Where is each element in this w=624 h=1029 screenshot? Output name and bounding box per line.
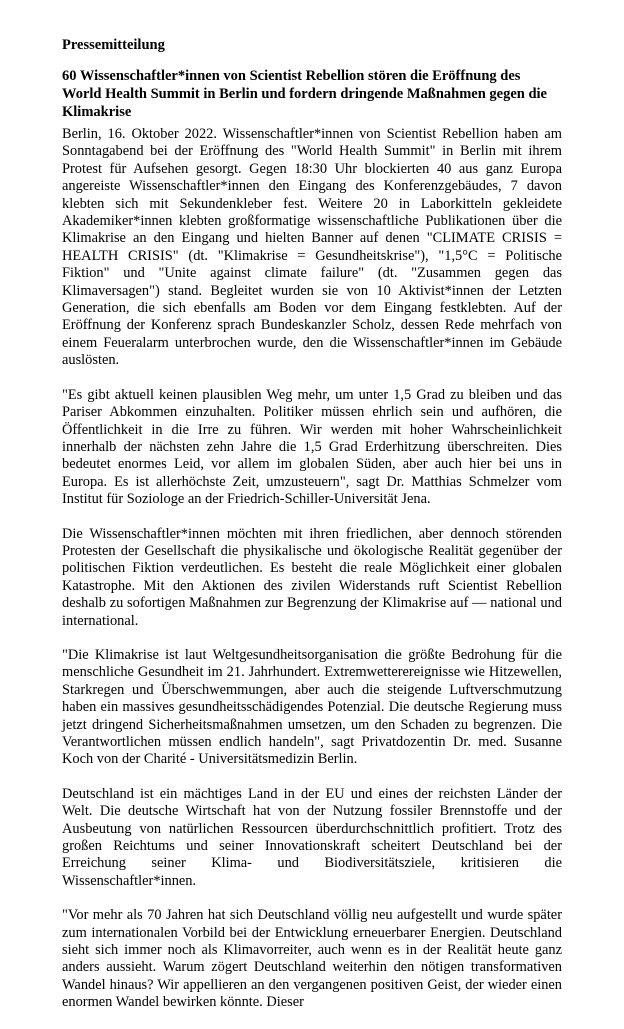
paragraph-intro: Berlin, 16. Oktober 2022. Wissenschaftler*innen von Scientist Rebellion haben am Sonntagabend bei der Eröffnung des "World Health Summit" in Berlin mit ihrem Protest für Aufsehen gesorgt. Gegen 18:30 Uhr blockierten 40 aus ganz Europa angereiste Wissenschaftler*innen den Eingang des Konferenzgebäudes, 7 davon klebten sich mit Sekundenkleber fest. Weitere 20 in Laborkitteln gekleidete Akademiker*innen klebten großformatige wissenschaftliche Publikationen über die Klimakrise an den Eingang und hielten Banner auf denen "CLIMATE CRISIS = HEALTH CRISIS" (dt. "Klimakrise = Gesundheitskrise"), "1,5°C = Politische Fiktion" und "Unite against climate failure" (dt. "Zusammen gegen das Klimaversagen") stand. Begleitet wurden sie von 10 Aktivist*innen der Letzten Generation, die sich ebenfalls am Boden vor dem Eingang festklebten. Auf der Eröffnung der Konferenz sprach Bundeskanzler Scholz, dessen Rede mehrfach von einem Feueralarm unterbrochen wurde, den die Wissenschaftler*innen im Gebäude auslösten.	[62, 126, 562, 369]
document-headline: 60 Wissenschaftler*innen von Scientist Rebellion stören die Eröffnung des World Health Summit in Berlin und fordern dringende Maßnahmen gegen die Klimakrise	[62, 68, 547, 120]
paragraph-quote-schmelzer: "Es gibt aktuell keinen plausiblen Weg mehr, um unter 1,5 Grad zu bleiben und das Pariser Abkommen einzuhalten. Politiker müssen ehrlich sein und aufhören, die Öffentlichkeit in die Irre zu führen. Wir werden mit hoher Wahrscheinlichkeit innerhalb der nächsten zehn Jahre die 1,5 Grad Erderhitzung überschreiten. Dies bedeutet enormes Leid, vor allem im globalen Süden, aber auch hier bei uns in Europa. Es ist allerhöchste Zeit, umzusteuern", sagt Dr. Matthias Schmelzer vom Institut für Soziologe an der Friedrich-Schiller-Universität Jena.	[62, 386, 562, 508]
paragraph-aims: Die Wissenschaftler*innen möchten mit ihren friedlichen, aber dennoch störenden Protesten der Gesellschaft die physikalische und ökologische Realität gegenüber der politischen Fiktion verdeutlichen. Es besteht die reale Möglichkeit einer globalen Katastrophe. Mit den Aktionen des zivilen Widerstands ruft Scientist Rebellion deshalb zu sofortigen Maßnahmen zur Begrenzung der Klimakrise auf — national und international.	[62, 525, 562, 629]
paragraph-quote-history: "Vor mehr als 70 Jahren hat sich Deutschland völlig neu aufgestellt und wurde später zum internationalen Vorbild bei der Entwicklung erneuerbarer Energien. Deutschland sieht sich immer noch als Klimavorreiter, auch wenn es in der Realität heute ganz anders aussieht. Warum zögert Deutschland weiterhin den nötigen transformativen Wandel hinaus? Wir appellieren an den vergangenen positiven Geist, der wieder einen enormen Wandel bewirken könnte. Dieser	[62, 907, 562, 1011]
paragraph-quote-koch: "Die Klimakrise ist laut Weltgesundheitsorganisation die größte Bedrohung für die menschliche Gesundheit im 21. Jahrhundert. Extremwetterereignisse wie Hitzewellen, Starkregen und Überschwemmungen, aber auch die steigende Luftverschmutzung haben ein massives gesundheitsschädigendes Potenzial. Die deutsche Regierung muss jetzt dringend Sicherheitsmaßnahmen umsetzen, um den Schaden zu begrenzen. Die Verantwortlichen müssen endlich handeln", sagt Privatdozentin Dr. med. Susanne Koch von der Charité - Universitätsmedizin Berlin.	[62, 646, 562, 768]
document-label: Pressemitteilung	[62, 37, 165, 53]
paragraph-germany: Deutschland ist ein mächtiges Land in der EU und eines der reichsten Länder der Welt. Die deutsche Wirtschaft hat von der Nutzung fossiler Brennstoffe und der Ausbeutung von natürlichen Ressourcen überdurchschnittlich profitiert. Trotz des großen Reichtums und seiner Innovationskraft scheitert Deutschland bei der Erreichung seiner Klima- und Biodiversitätsziele, kritisieren die Wissenschaftler*innen.	[62, 785, 562, 889]
document-body	[62, 126, 562, 1029]
